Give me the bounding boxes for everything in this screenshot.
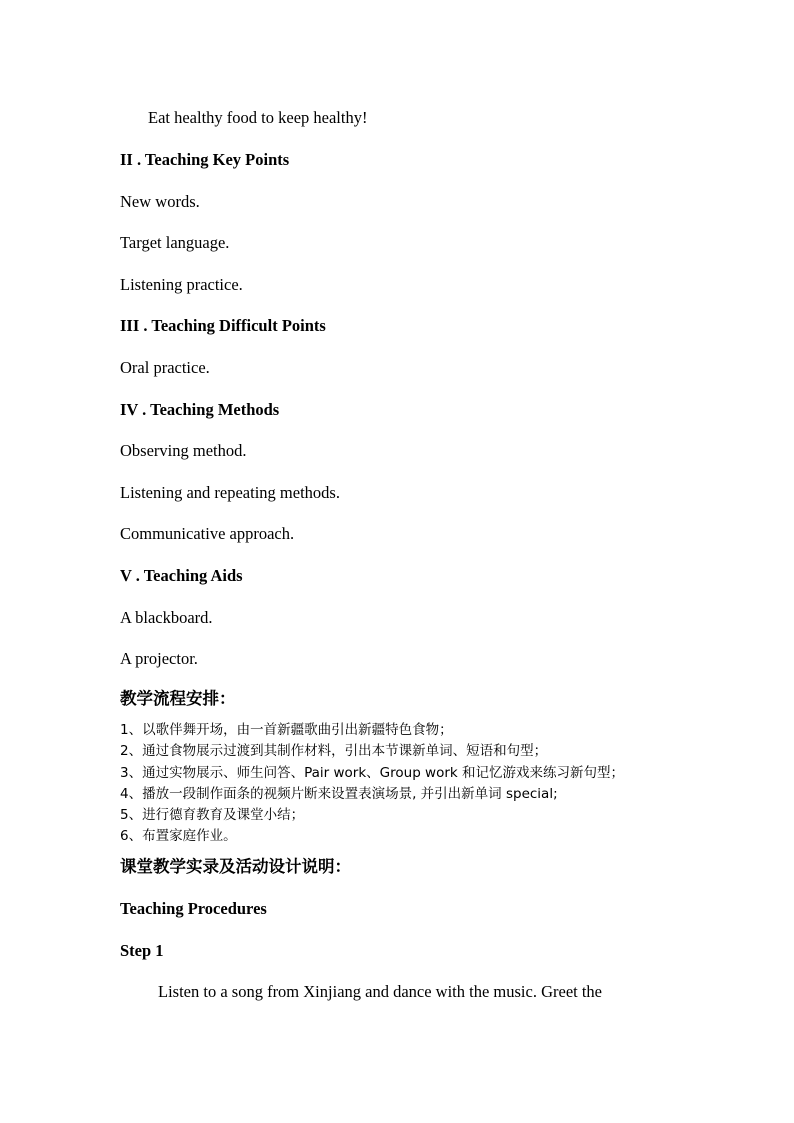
method-item: Listening and repeating methods.	[120, 483, 340, 502]
flow-item: 3、通过实物展示、师生问答、Pair work、Group work 和记忆游戏来练习新句型；	[120, 765, 625, 781]
section-heading-difficult-points: III . Teaching Difficult Points	[120, 316, 326, 335]
intro-line: Eat healthy food to keep healthy!	[148, 108, 368, 127]
section-heading-aids: V . Teaching Aids	[120, 566, 243, 585]
key-point-item: New words.	[120, 192, 200, 211]
procedures-heading: Teaching Procedures	[120, 899, 267, 918]
key-point-item: Target language.	[120, 233, 230, 252]
method-item: Observing method.	[120, 441, 247, 460]
flow-item: 4、播放一段制作面条的视频片断来设置表演场景, 并引出新单词 special;	[120, 786, 558, 802]
flow-item: 2、通过食物展示过渡到其制作材料，引出本节课新单词、短语和句型；	[120, 743, 548, 759]
flow-item: 6、布置家庭作业。	[120, 828, 237, 844]
flow-item: 1、以歌伴舞开场，由一首新疆歌曲引出新疆特色食物；	[120, 722, 453, 738]
section-heading-key-points: II . Teaching Key Points	[120, 150, 290, 169]
flow-item: 5、进行德育教育及课堂小结；	[120, 807, 305, 823]
difficult-point-item: Oral practice.	[120, 358, 210, 377]
step-heading: Step 1	[120, 941, 164, 960]
step-text: Listen to a song from Xinjiang and dance with the music. Greet the	[158, 982, 603, 1001]
section-heading-methods: IV . Teaching Methods	[120, 400, 280, 419]
aid-item: A blackboard.	[120, 608, 213, 627]
method-item: Communicative approach.	[120, 524, 295, 543]
aid-item: A projector.	[120, 649, 198, 668]
record-heading: 课堂教学实录及活动设计说明：	[120, 857, 351, 876]
flow-heading: 教学流程安排：	[120, 689, 236, 708]
key-point-item: Listening practice.	[120, 275, 243, 294]
